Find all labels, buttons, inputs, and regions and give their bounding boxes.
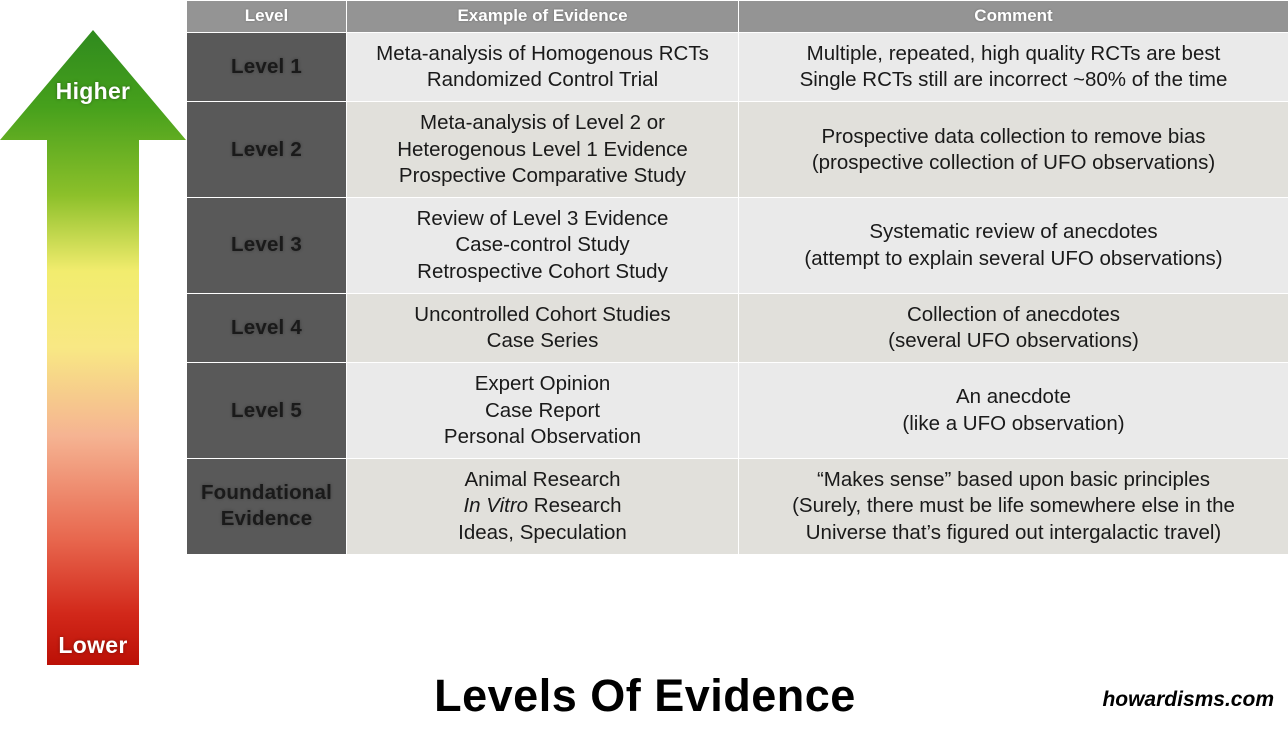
table-row [187,33,1288,102]
example-cell: Expert Opinion Case Report Personal Observation [347,363,739,459]
column-header-level: Level [187,1,347,33]
table-row [187,363,1288,459]
table-row [187,459,1288,555]
example-line-italic: In Vitro Research [463,494,622,518]
page-title: Levels Of Evidence [434,670,856,721]
level-label: Level 4 [187,293,347,362]
level-label: Level 1 [187,33,347,102]
example-cell: Meta-analysis of Level 2 or Heterogenous Level 1 Evidence Prospective Comparative Study [347,102,739,198]
column-header-example: Example of Evidence [347,1,739,33]
example-cell: Uncontrolled Cohort Studies Case Series [347,293,739,362]
figure-caption [0,668,1288,730]
level-label: Level 5 [187,363,347,459]
comment-cell: Collection of anecdotes (several UFO observations) [739,293,1288,362]
in-vitro-italic: In Vitro [463,494,529,518]
site-credit: howardisms.com [1102,688,1274,711]
arrow-label-higher: Higher [55,78,131,104]
table-header-row [187,1,1288,33]
level-label: Foundational Evidence [187,459,347,555]
comment-cell: Multiple, repeated, high quality RCTs are best Single RCTs still are incorrect ~80% of the time [739,33,1288,102]
example-cell: Meta-analysis of Homogenous RCTs Randomized Control Trial [347,33,739,102]
level-label: Level 3 [187,198,347,294]
table-row [187,102,1288,198]
example-cell: Animal Research In Vitro Research Ideas, Speculation [347,459,739,555]
arrow-label-lower: Lower [58,632,128,658]
evidence-strength-arrow [0,0,186,665]
level-label: Level 2 [187,102,347,198]
comment-cell: Prospective data collection to remove bias (prospective collection of UFO observations) [739,102,1288,198]
comment-cell: “Makes sense” based upon basic principles (Surely, there must be life somewhere else in the Universe that’s figured out intergalactic travel) [739,459,1288,555]
table-row [187,198,1288,294]
example-cell: Review of Level 3 Evidence Case-control Study Retrospective Cohort Study [347,198,739,294]
comment-cell: Systematic review of anecdotes (attempt to explain several UFO observations) [739,198,1288,294]
evidence-levels-table [186,0,1288,555]
comment-cell: An anecdote (like a UFO observation) [739,363,1288,459]
table-row [187,293,1288,362]
column-header-comment: Comment [739,1,1288,33]
